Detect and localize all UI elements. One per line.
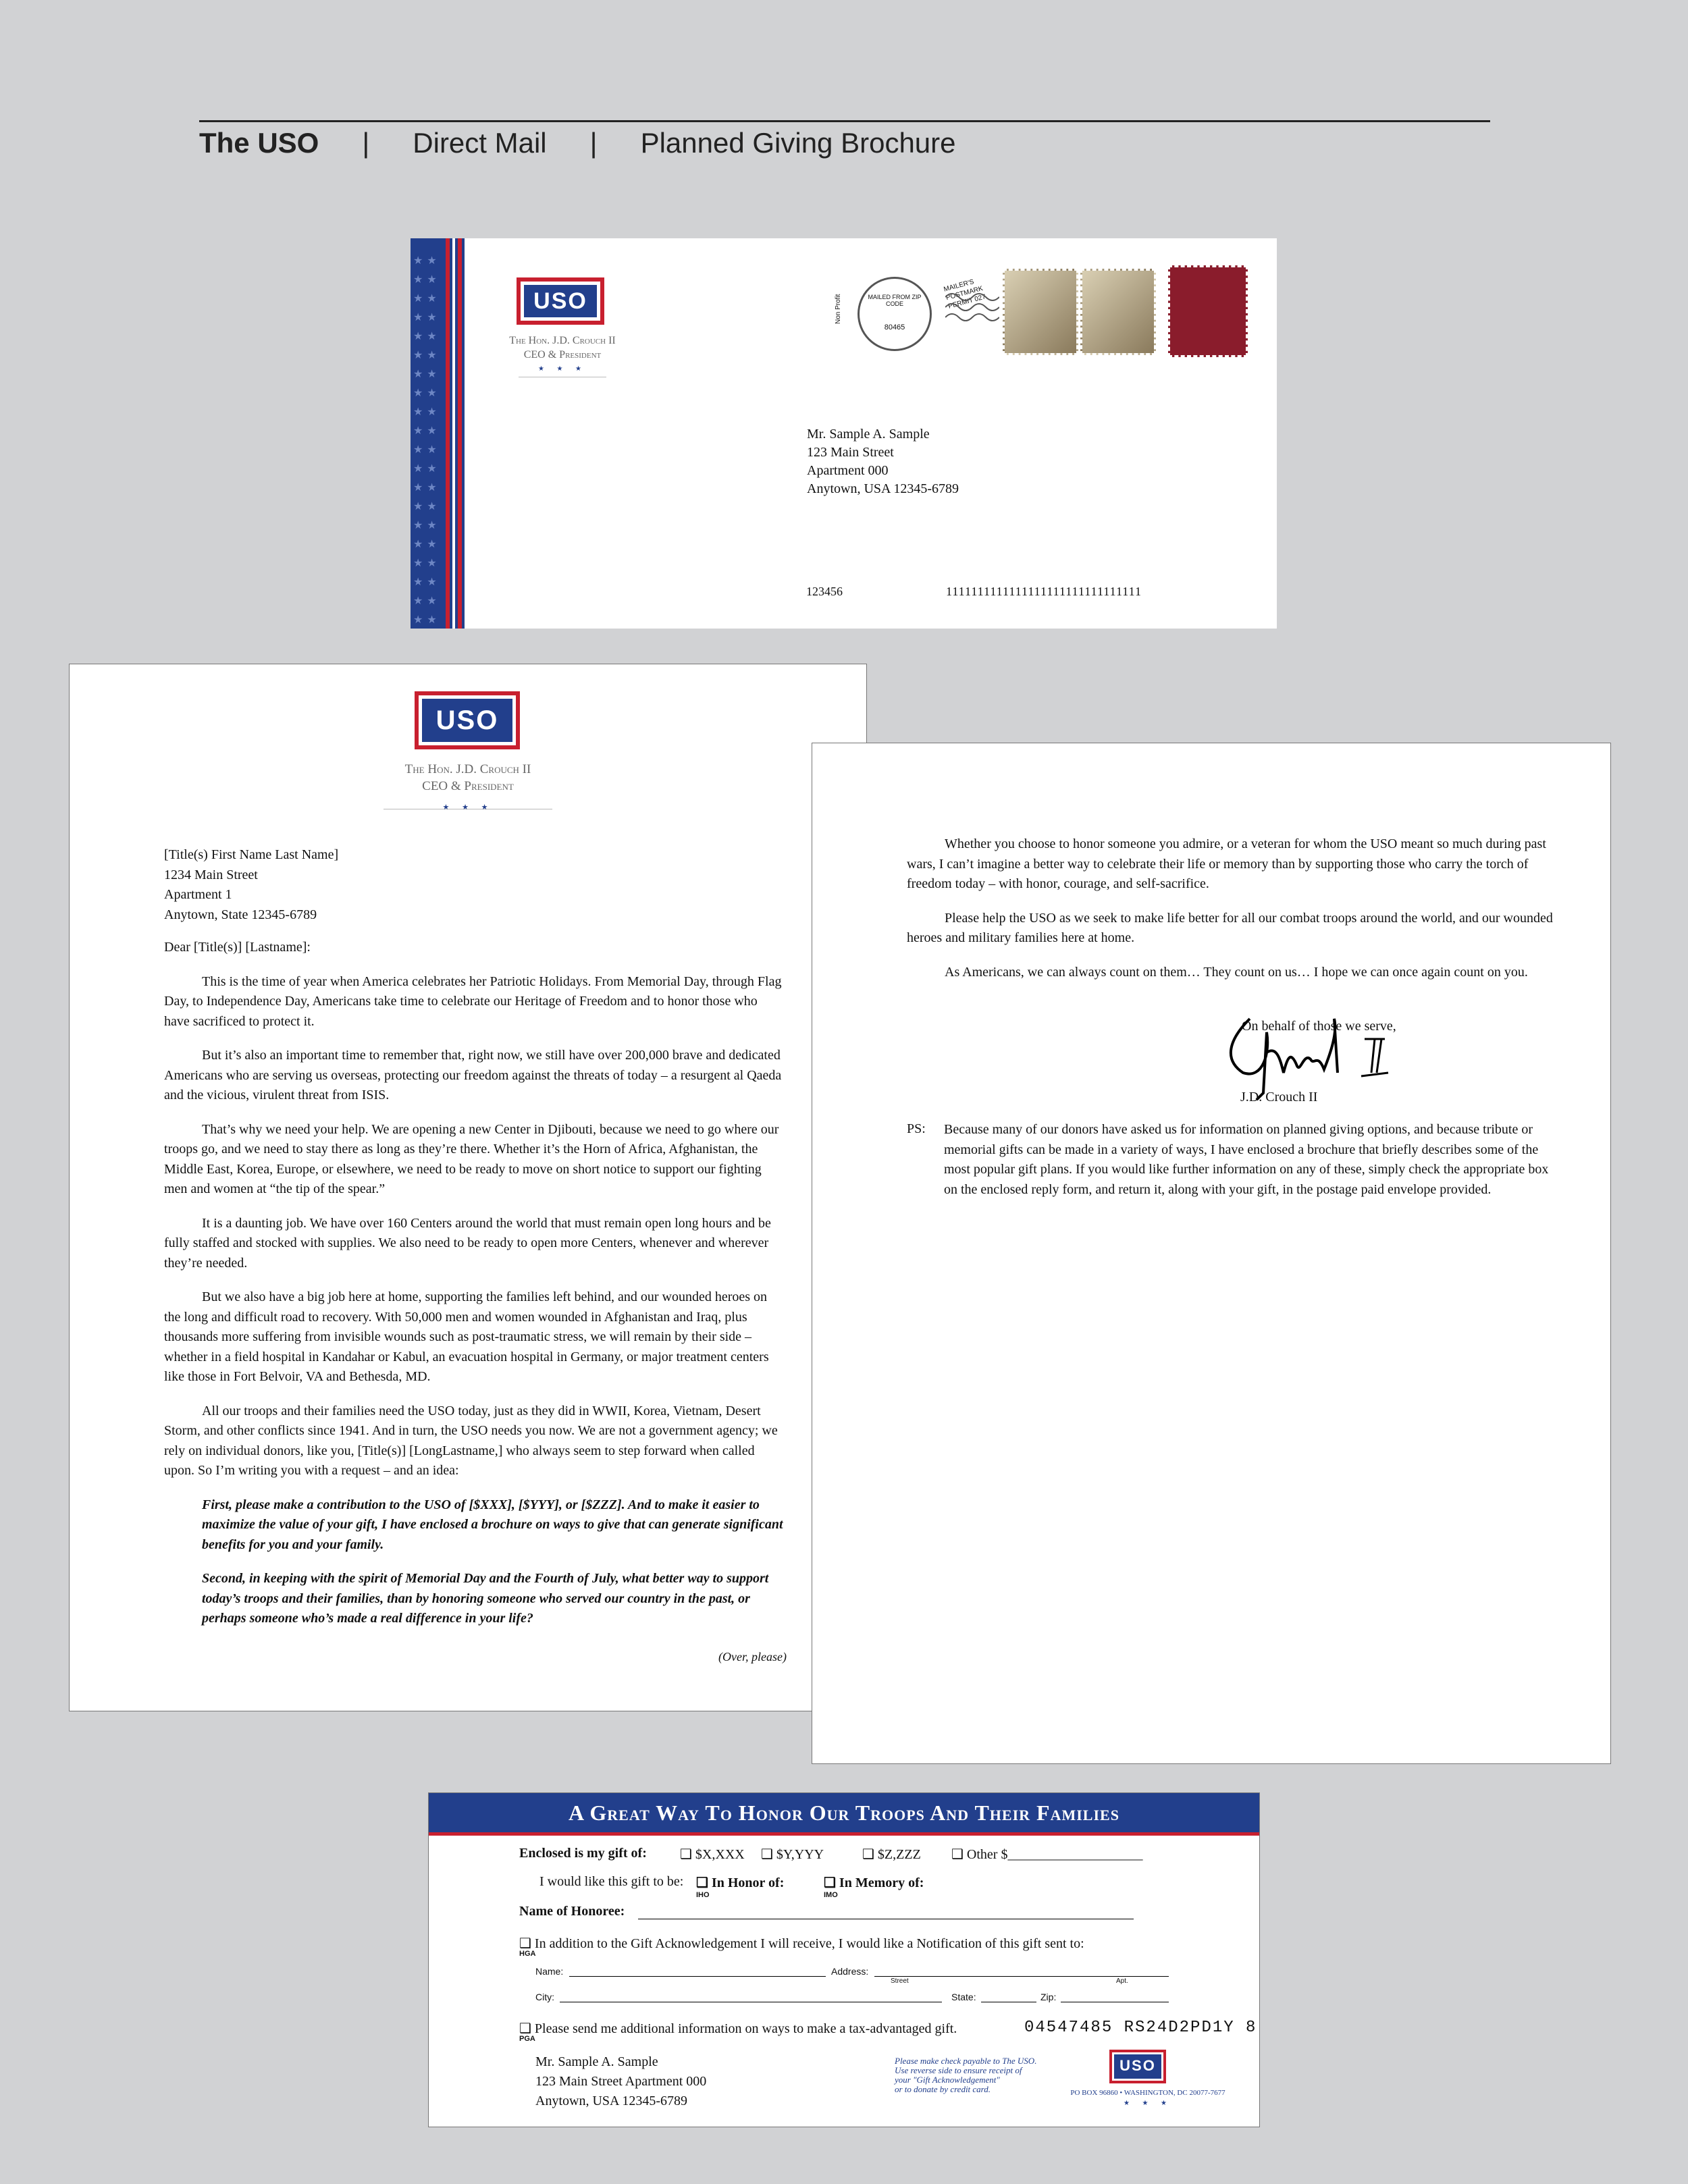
paragraph-8: Please help the USO as we seek to make life better for all our combat troops around the world, and our wounded heroes and military families here at home. (907, 910, 1553, 945)
uso-logo: USO (415, 691, 520, 749)
gift-option-1[interactable]: ❑ $X,XXX (680, 1847, 745, 1862)
scan-code: 04547485 RS24D2PD1Y 8 (1024, 2019, 1257, 2037)
address-label: Address: (831, 1966, 869, 1977)
paragraph-1: This is the time of year when America celebrates her Patriotic Holidays. From Memorial Day, through Flag Day, to Independence Day, Americans take time to celebrate our Heritage of Freedom and to honor those who have sacrificed to protect it. (164, 974, 782, 1029)
in-honor-checkbox[interactable]: ❑ In Honor of: (696, 1875, 785, 1890)
imo-code: IMO (824, 1891, 838, 1899)
bold-request-2: Second, in keeping with the spirit of Memorial Day and the Fourth of July, what better way to support today’s troops and their families, than by honoring someone who served our country in the past, or perhaps someone who’s made a real difference in your life? (202, 1571, 769, 1626)
uso-logo: USO (1109, 2050, 1166, 2083)
letter-sender-title: CEO & President (422, 779, 514, 793)
meter-text: MAILER'S POSTMARK PERMIT 027 (943, 278, 987, 311)
gift-option-2[interactable]: ❑ $Y,YYY (761, 1847, 824, 1862)
letter-body-2 (907, 834, 1555, 996)
honoree-label: Name of Honoree: (519, 1904, 625, 1919)
in-memory-checkbox[interactable]: ❑ In Memory of: (824, 1875, 924, 1890)
postscript: Because many of our donors have asked us for information on planned giving options, and because tribute or memorial gifts can be made in a variety of ways, I have enclosed a brochure that briefly describes some of the most popular gift plans. If you would like further information on any of these, simply check the appropriate box on the enclosed reply form, and return it, along with your gift, in the postage paid envelope provided. (944, 1122, 1549, 1197)
envelope-barcode: 1111111111111111111111111111111 (946, 585, 1142, 598)
reply-recipient: Mr. Sample A. Sample 123 Main Street Apartment 000 Anytown, USA 12345-6789 (535, 2054, 707, 2108)
header-rule (199, 120, 1490, 122)
more-info-checkbox[interactable]: ❑ Please send me additional information on ways to make a tax-advantaged gift. (519, 2021, 957, 2036)
paragraph-9: As Americans, we can always count on them… They count on us… I hope we can once again count on you. (945, 964, 1528, 980)
reply-form (428, 1792, 1260, 2127)
reply-banner: A Great Way To Honor Our Troops And Their Families (429, 1793, 1259, 1832)
bold-request-1: First, please make a contribution to the USO of [$XXX], [$YYY], or [$ZZZ]. And to make it easier to maximize the value of your gift, I have enclosed a brochure on ways to give that can generate significant benefits for you and your family. (202, 1497, 783, 1552)
enclosed-label: Enclosed is my gift of: (519, 1846, 647, 1861)
name-label: Name: (535, 1966, 564, 1977)
gift-option-other[interactable]: ❑ Other $____________________ (951, 1847, 1143, 1862)
meter-wavy-lines (945, 290, 999, 331)
header-sep-1: | (362, 127, 370, 159)
street-label: Street (891, 1977, 909, 1985)
postmark-circle: MAILED FROM ZIP CODE 80465 (858, 277, 932, 351)
gift-option-3[interactable]: ❑ $Z,ZZZ (862, 1847, 921, 1862)
envelope-recipient: Mr. Sample A. Sample 123 Main Street Apartment 000 Anytown, USA 12345-6789 (807, 427, 959, 496)
paragraph-2: But it’s also an important time to remember that, right now, we still have over 200,000 brave and dedicated Americans who are serving us overseas, protecting our freedom against the threats of today – a resurgent al Qaeda and the vicious, virulent threat from ISIS. (164, 1048, 782, 1102)
bobcat-stamp-2 (1080, 269, 1156, 355)
po-box: PO BOX 96860 • WASHINGTON, DC 20077-7677 (1070, 2089, 1225, 2097)
letter-sender-name: The Hon. J.D. Crouch II (404, 762, 531, 776)
letter-body-1 (164, 845, 785, 1643)
closing: On behalf of those we serve, (1242, 1019, 1396, 1034)
letter-stars: ★ ★ ★ (442, 803, 494, 811)
over-please: (Over, please) (718, 1650, 787, 1663)
bobcat-stamp-1 (1003, 269, 1078, 355)
sender-title: CEO & President (523, 349, 602, 361)
envelope-code: 123456 (806, 585, 843, 598)
paragraph-7: Whether you choose to honor someone you admire, or a veteran for whom the USO meant so much during past wars, I can’t imagine a better way to celebrate their life or memory than by supporting those who carry the torch of freedom today – with honor, courage, and self-sacrifice. (907, 836, 1546, 891)
paragraph-5: But we also have a big job here at home, supporting the families left behind, and our wounded heroes on the long and difficult road to recovery. With 50,000 men and women wounded in Afghanistan and Iraq, plus thousands more suffering from invisible wounds such as post-traumatic stress, we will remain by their side – whether in a field hospital in Kandahar or Kabul, an evacuation hospital in Germany, or major treatment centers like those in Fort Belvoir, VA and Bethesda, MD. (164, 1289, 769, 1384)
apt-label: Apt. (1116, 1977, 1128, 1985)
coffeepot-stamp (1168, 265, 1248, 357)
state-label: State: (951, 1992, 976, 2002)
sender-stars: ★ ★ ★ (538, 365, 587, 373)
paragraph-3: That’s why we need your help. We are opening a new Center in Djibouti, because we need to go where our troops go, and we need to stay there as long as they’re there. Whether it’s the Horn of Africa, Afghanistan, the Middle East, Korea, Europe, or elsewhere, we need to be ready to move on short notice to support our fighting men and women at “the tip of the spear.” (164, 1121, 779, 1196)
name-line[interactable] (569, 1976, 826, 1977)
envelope-flag-stripe: ★★★★★★★★★★★★★★★★★★★★★★★★★★★★★★★★★★★★★★★★ (411, 238, 465, 629)
letter-page-1 (69, 664, 867, 1711)
letter-page-2 (812, 743, 1611, 1764)
sender-name: The Hon. J.D. Crouch II (509, 335, 616, 346)
paragraph-4: It is a daunting job. We have over 160 Centers around the world that must remain open long hours and be fully staffed and stocked with supplies. We also need to be ready to open more Centers, whenever and wherever they’re needed. (164, 1215, 771, 1271)
pga-code: PGA (519, 2035, 535, 2043)
header-section: Direct Mail (413, 127, 547, 159)
uso-logo: USO (517, 277, 604, 325)
header-brand: The USO (199, 127, 319, 159)
paragraph-6: All our troops and their families need the USO today, just as they did in WWII, Korea, Vietnam, Desert Storm, and other conflicts since 1941. And in turn, the USO needs you now. We are not a government agency; we rely on individual donors, like you, [Title(s)] [LongLastname,] who always seem to step forward when called upon. So I’m writing you with a request – and an idea: (164, 1403, 778, 1478)
header-title: Planned Giving Brochure (640, 127, 956, 159)
zip-label: Zip: (1040, 1992, 1057, 2002)
ps-label: PS: (907, 1121, 926, 1136)
header (199, 127, 956, 159)
address-line[interactable] (874, 1976, 1169, 1977)
signer-name: J.D. Crouch II (1240, 1090, 1318, 1104)
gift-type-label: I would like this gift to be: (539, 1874, 684, 1889)
city-label: City: (535, 1992, 554, 2002)
inside-address: [Title(s) First Name Last Name] 1234 Main Street Apartment 1 Anytown, State 12345-6789 (164, 847, 339, 922)
hga-code: HGA (519, 1950, 536, 1958)
reply-stars: ★ ★ ★ (1124, 2100, 1172, 2107)
nonprofit-label: Non Profit (835, 294, 842, 324)
notification-checkbox[interactable]: ❑ In addition to the Gift Acknowledgement I will receive, I would like a Notification of this gift sent to: (519, 1936, 1084, 1951)
check-note: Please make check payable to The USO. Use reverse side to ensure receipt of your "Gift Acknowledgement" or to donate by credit card. (895, 2056, 1037, 2094)
header-sep-2: | (589, 127, 598, 159)
salutation: Dear [Title(s)] [Lastname]: (164, 940, 311, 955)
iho-code: IHO (696, 1891, 710, 1899)
